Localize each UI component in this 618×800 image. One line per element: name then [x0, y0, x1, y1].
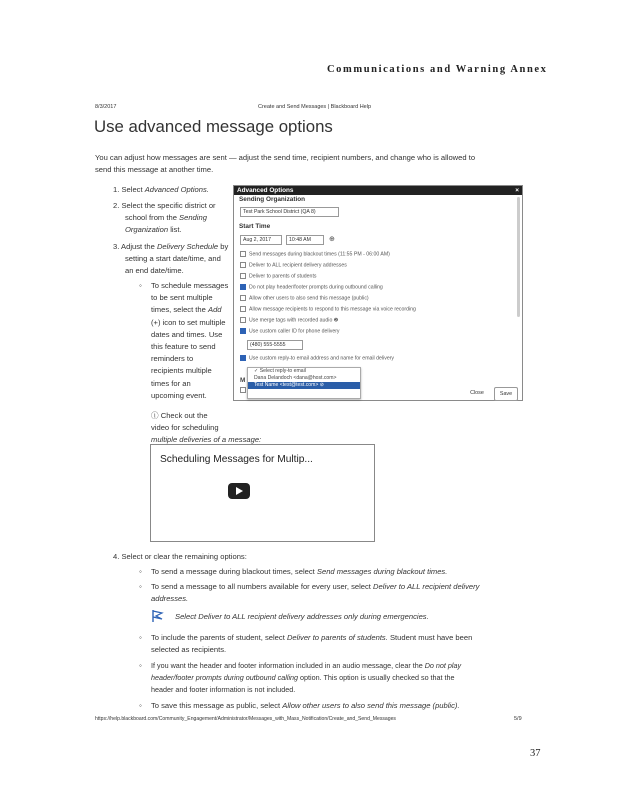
play-icon[interactable] [228, 483, 250, 499]
option-blackout[interactable]: Send messages during blackout times (11:55 PM - 06:00 AM) [240, 251, 390, 257]
step-emphasis: Organization [125, 225, 169, 235]
step-text: Select or clear the remaining options: [121, 552, 247, 561]
checkbox[interactable] [240, 295, 246, 301]
step-text: Select the specific district or [121, 201, 216, 210]
dropdown-option[interactable]: Dana Delandoch <dana@host.com> [254, 375, 337, 381]
step-number: 4. [113, 552, 120, 561]
checkbox[interactable] [240, 317, 246, 323]
step-text: list. [170, 225, 182, 235]
option-bullet-deliver-all: To send a message to all numbers available for every user, select Deliver to ALL recipient delivery addresses. [151, 582, 480, 604]
sub-line: recipients multiple [151, 366, 212, 376]
option-bullet-header-footer: If you want the header and footer information included in an audio message, clear the Do not play header/footer prompts during outbound calling option. This option is usually checked so that the header and footer information is not included. [151, 661, 462, 695]
checkbox[interactable] [240, 306, 246, 312]
close-button[interactable]: Close [470, 390, 484, 396]
print-footer-url: https://help.blackboard.com/Community_Engagement/Administrator/Messages_with_Mass_Notification/Create_and_Send_Messages [95, 716, 396, 722]
checkbox-checked[interactable] [240, 328, 246, 334]
option-deliver-all[interactable]: Deliver to ALL recipient delivery addresses [240, 262, 347, 268]
step-number: 2. [113, 201, 120, 210]
step-emphasis: Delivery Schedule [156, 242, 219, 251]
dialog-body [234, 195, 522, 400]
bullet-marker: ◦ [139, 567, 142, 576]
checkbox[interactable] [240, 262, 246, 268]
print-footer-page: 5/9 [514, 716, 522, 722]
start-date-field[interactable]: Aug 2, 2017 [240, 235, 282, 245]
option-bullet-public: To save this message as public, select Allow other users to also send this message (public). [151, 701, 460, 710]
note-line: video for scheduling [151, 423, 219, 433]
start-time-label: Start Time [239, 223, 271, 230]
bullet-marker: ◦ [139, 661, 142, 670]
bullet-marker: ◦ [139, 582, 142, 591]
sub-emphasis: Add [208, 305, 222, 315]
page-header-title: Communications and Warning Annex [327, 64, 548, 75]
video-player[interactable] [150, 444, 375, 542]
sub-line: this feature to send [151, 342, 216, 352]
step-text: an end date/time. [125, 266, 184, 276]
step-2 [113, 200, 233, 237]
option-merge-tags[interactable]: Use merge tags with recorded audio ❷ [240, 317, 338, 323]
sub-line: to be sent multiple [151, 293, 213, 303]
schedule-sub-bullet [151, 280, 237, 402]
print-date: 8/3/2017 [95, 104, 117, 110]
bullet-marker: ◦ [139, 701, 142, 710]
option-caller-id[interactable]: Use custom caller ID for phone delivery [240, 328, 340, 334]
note-line: multiple deliveries of a message: [151, 435, 262, 445]
step-number: 3. [113, 242, 120, 251]
sub-line: times for an [151, 378, 191, 388]
emergency-note: Select Deliver to ALL recipient delivery addresses only during emergencies. [175, 612, 429, 621]
start-time-field[interactable]: 10:48 AM [286, 235, 324, 245]
option-no-header-footer[interactable]: Do not play header/footer prompts during outbound calling [240, 284, 383, 290]
note-line: Check out the [160, 411, 208, 420]
option-bullet-parents: To include the parents of student, select Deliver to parents of students. Student must have been selected as recipients. [151, 633, 473, 655]
scrollbar[interactable] [517, 197, 520, 317]
video-note [151, 410, 261, 447]
caller-id-field[interactable]: (480) 555-5555 [247, 340, 303, 350]
dialog-title: Advanced Options [237, 187, 294, 194]
step-emphasis: Advanced Options. [144, 185, 209, 194]
bullet-marker: ◦ [139, 281, 142, 290]
step-text: setting a start date/time, and [125, 254, 221, 264]
option-reply-to[interactable]: Use custom reply-to email address and name for email delivery [240, 355, 394, 361]
checkbox-checked[interactable] [240, 284, 246, 290]
option-deliver-parents[interactable]: Deliver to parents of students [240, 273, 316, 279]
bullet-marker: ◦ [139, 633, 142, 642]
step-text: Adjust the [121, 242, 155, 251]
checkbox[interactable] [240, 251, 246, 257]
intro-line-2: send this message at another time. [95, 165, 214, 174]
video-title: Scheduling Messages for Multip... [160, 454, 313, 465]
step-number: 1. [113, 185, 120, 194]
page-number: 37 [530, 748, 541, 759]
cursor-icon: ⊘ [319, 382, 325, 388]
advanced-options-dialog [233, 185, 523, 401]
dropdown-option[interactable]: ✓ Select reply-to email [254, 368, 306, 374]
option-public[interactable]: Allow other users to also send this message (public) [240, 295, 369, 301]
add-schedule-icon[interactable]: ⊕ [329, 236, 335, 243]
dropdown-option-selected[interactable]: Test Name <test@test.com> ⊘ [248, 382, 360, 389]
sub-line: reminders to [151, 354, 194, 364]
reply-to-dropdown[interactable] [247, 367, 361, 399]
sub-line: (+) icon to set multiple [151, 317, 226, 327]
intro-line-1: You can adjust how messages are sent — adjust the send time, recipient numbers, and change who is allowed to [95, 153, 476, 162]
doc-heading: Use advanced message options [94, 117, 333, 136]
sub-line: upcoming event. [151, 390, 207, 400]
step-emphasis: Sending [179, 213, 207, 223]
close-icon[interactable]: × [515, 187, 519, 194]
sub-line: times, select the [151, 305, 206, 315]
step-text: Select [121, 185, 143, 194]
sub-line: To schedule messages [151, 281, 229, 290]
step-text: by [220, 242, 229, 251]
checkbox[interactable] [240, 387, 246, 393]
option-voice-response[interactable]: Allow message recipients to respond to this message via voice recording [240, 306, 416, 312]
partial-label: M [240, 377, 246, 384]
info-icon: ⓘ [151, 411, 159, 420]
step-text: school from the [125, 213, 177, 223]
sub-line: dates and times. Use [151, 329, 223, 339]
checkmark-icon: ✓ [254, 368, 259, 374]
checkbox[interactable] [240, 273, 246, 279]
sending-org-label: Sending Organization [239, 196, 306, 203]
print-tab-title: Create and Send Messages | Blackboard Help [258, 104, 372, 110]
step-1 [113, 184, 209, 196]
flag-icon [152, 609, 164, 623]
save-button[interactable]: Save [494, 387, 518, 401]
checkbox-checked[interactable] [240, 355, 246, 361]
sending-org-select[interactable]: Test Park School District (QA 8) [240, 207, 339, 217]
dialog-header [234, 186, 522, 195]
option-bullet-blackout: To send a message during blackout times, select Send messages during blackout times. [151, 567, 448, 576]
step-4 [113, 551, 247, 563]
step-3 [113, 241, 233, 278]
